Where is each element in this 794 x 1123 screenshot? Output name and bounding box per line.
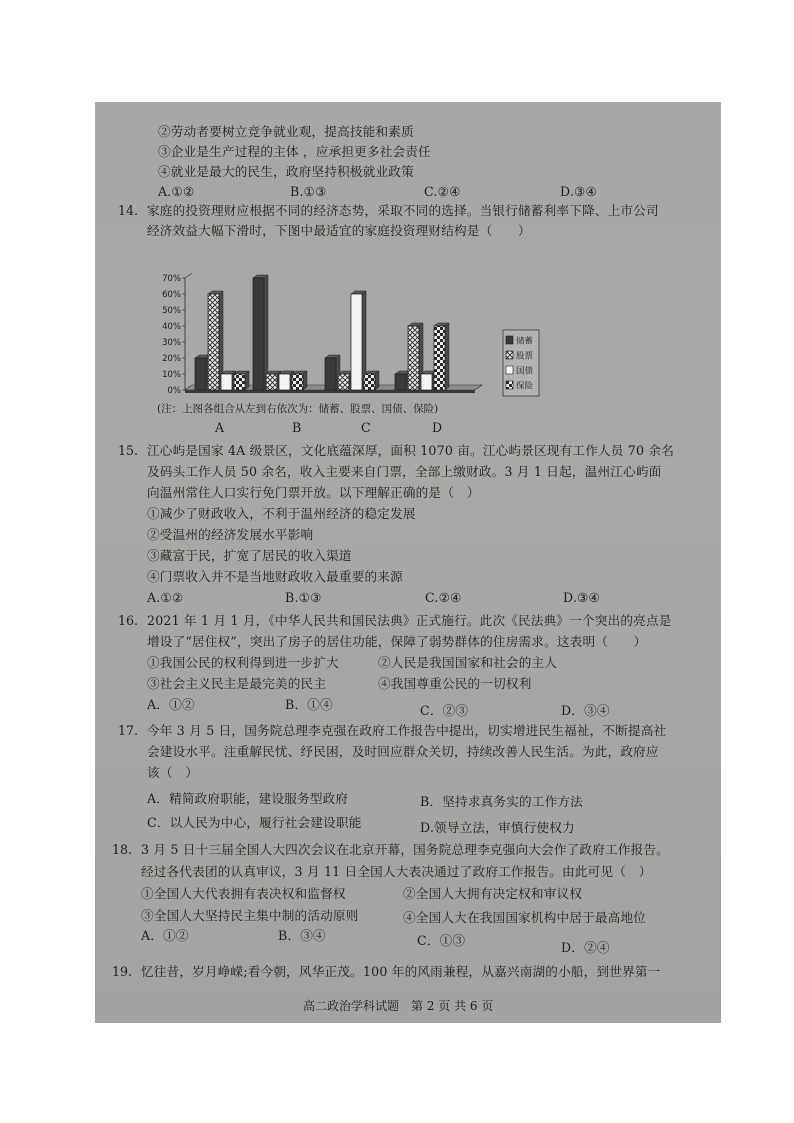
q16-option-a: A．①② [147,697,195,712]
q13-option-d: D.③④ [560,184,598,199]
q18-item-4: ④全国人大在我国国家机构中居于最高地位 [403,910,647,925]
q16-option-d: D．③④ [561,703,610,718]
q17-option-d: D.领导立法，审慎行使权力 [420,820,575,835]
q14-option-b: B [292,420,302,435]
y-tick-label: 0% [167,386,181,396]
q13-option-b: B.①③ [290,184,327,199]
exam-page [95,102,721,1023]
q15-number: 15. [118,443,139,458]
bar-B-股票 [266,374,277,390]
q18-option-a: A．①② [141,928,189,943]
q14-option-a: A [215,420,225,435]
q19-number: 19. [112,964,133,979]
q16-stem-line-1: 2021 年 1 月 1 月，《中华人民共和国民法典》正式施行。此次《民法典》一个突出的亮点是 [147,613,672,628]
bar-C-股票 [338,374,349,390]
q13-item-3: ③企业是生产过程的主体 ，应承担更多社会责任 [158,144,431,159]
q15-item-2: ②受温州的经济发展水平影响 [147,527,314,542]
q16-option-b: B．①④ [285,697,333,712]
q16-option-c: C．②③ [420,703,469,718]
q18-number: 18. [112,842,133,857]
bar-side-D-3 [445,323,449,390]
q18-item-1: ①全国人大代表拥有表决权和监督权 [141,886,346,901]
q17-number: 17. [118,723,139,738]
q18-option-c: C．①③ [417,933,466,948]
bar-A-储蓄 [195,358,206,390]
bar-B-保险 [292,374,303,390]
legend-swatch-3 [506,381,513,389]
q15-option-b: B.①③ [285,590,322,605]
y-tick-label: 50% [162,306,181,316]
legend-swatch-1 [506,351,513,359]
bar-D-储蓄 [395,374,406,390]
q15-stem-line-3: 向温州常住人口实行免门票开放。以下理解正确的是（ ） [147,485,480,500]
q16-item-4: ④我国尊重公民的一切权利 [378,676,532,691]
bar-C-国债 [351,294,362,390]
q18-option-b: B．③④ [278,928,326,943]
legend-label-2: 国债 [516,366,534,377]
q15-item-4: ④门票收入并不是当地财政收入最重要的来源 [147,569,403,584]
bar-A-保险 [234,374,245,390]
bar-D-国债 [421,374,432,390]
y-tick-label: 40% [162,322,181,332]
q15-option-c: C.②④ [425,590,462,605]
q13-option-c: C.②④ [424,184,461,199]
q14-option-c: C [361,420,371,435]
legend-label-0: 储蓄 [516,336,534,347]
q19-stem-line-1: 忆往昔，岁月峥嵘;看今朝，风华正茂。100 年的风雨兼程，从嘉兴南湖的小船，到世界第一 [141,964,661,979]
q14-option-d: D [432,420,443,435]
q16-item-3: ③社会主义民主是最完美的民主 [147,676,327,691]
q15-stem-line-2: 及码头工作人员 50 余名，收入主要来自门票，全部上缴财政。3 月 1 日起，温州江心屿面 [147,464,662,479]
y-axis-depth [185,273,192,278]
q15-option-a: A.①② [147,590,184,605]
q18-stem-line-2: 经过各代表团的认真审议，3 月 11 日全国人大表决通过了政府工作报告。由此可见（ ） [141,864,652,879]
q17-option-a: A．精简政府职能，建设服务型政府 [147,791,349,806]
q16-number: 16. [118,613,139,628]
y-tick-label: 10% [162,370,181,380]
q15-item-3: ③藏富于民，扩宽了居民的收入渠道 [147,548,352,563]
q18-item-3: ③全国人大坚持民主集中制的活动原则 [141,908,359,923]
bar-side-B-3 [303,371,307,390]
q17-option-b: B．坚持求真务实的工作方法 [420,794,583,809]
chart-floor-edge [185,390,475,393]
bar-A-股票 [208,294,219,390]
q15-option-d: D.③④ [563,590,601,605]
bar-B-国债 [279,374,290,390]
q15-stem-line-1: 江心屿是国家 4A 级景区，文化底蕴深厚，面积 1070 亩。江心屿景区现有工作人员 70 余名 [147,443,674,458]
q17-stem-line-3: 该（ ） [147,765,199,780]
bar-D-保险 [434,326,445,390]
q14-stem-line-2: 经济效益大幅下滑时，下图中最适宜的家庭投资理财结构是（ ） [147,223,531,238]
q13-item-4: ④就业是最大的民生，政府坚持积极就业政策 [158,164,414,179]
bar-C-保险 [364,374,375,390]
q14-number: 14. [118,203,139,218]
q16-stem-line-2: 增设了“居住权”，突出了房子的居住功能，保障了弱势群体的住房需求。这表明（ ） [147,634,647,649]
legend-swatch-2 [506,366,513,374]
page-footer: 高二政治学科试题 第 2 页 共 6 页 [303,999,494,1013]
q17-option-c: C．以人民为中心，履行社会建设职能 [147,815,362,830]
q17-stem-line-1: 今年 3 月 5 日，国务院总理李克强在政府工作报告中提出，切实增进民生福祉，不断提高社 [147,723,667,738]
q17-stem-line-2: 会建设水平。注重解民忧、纾民困，及时回应群众关切，持续改善人民生活。为此，政府应 [147,744,659,759]
bar-A-国债 [221,374,232,390]
q18-item-2: ②全国人大拥有决定权和审议权 [403,886,583,901]
q15-item-1: ①减少了财政收入，不利于温州经济的稳定发展 [147,506,416,521]
y-tick-label: 20% [162,354,181,364]
q16-item-2: ②人民是我国国家和社会的主人 [378,655,558,670]
q14-stem-line-1: 家庭的投资理财应根据不同的经济态势，采取不同的选择。当银行储蓄利率下降、上市公司 [147,203,659,218]
bar-side-A-3 [245,371,249,390]
chart-note: (注：上图各组合从左到右依次为：储蓄、股票、国债、保险) [157,403,439,415]
q13-item-2: ②劳动者要树立竞争就业观，提高技能和素质 [158,124,414,139]
y-tick-label: 70% [162,274,181,284]
legend-label-3: 保险 [516,381,534,392]
bar-C-储蓄 [325,358,336,390]
q18-stem-line-1: 3 月 5 日十三届全国人大四次会议在北京开幕，国务院总理李克强向大会作了政府工作报告。 [141,842,669,857]
q13-option-a: A.①② [158,184,195,199]
bar-side-C-3 [375,371,379,390]
q18-option-d: D．②④ [561,940,610,955]
bar-D-股票 [408,326,419,390]
legend-swatch-0 [506,336,513,344]
y-tick-label: 30% [162,338,181,348]
legend-label-1: 股票 [516,351,534,362]
q16-item-1: ①我国公民的权利得到进一步扩大 [147,655,339,670]
y-tick-label: 60% [162,290,181,300]
bar-B-储蓄 [253,278,264,390]
